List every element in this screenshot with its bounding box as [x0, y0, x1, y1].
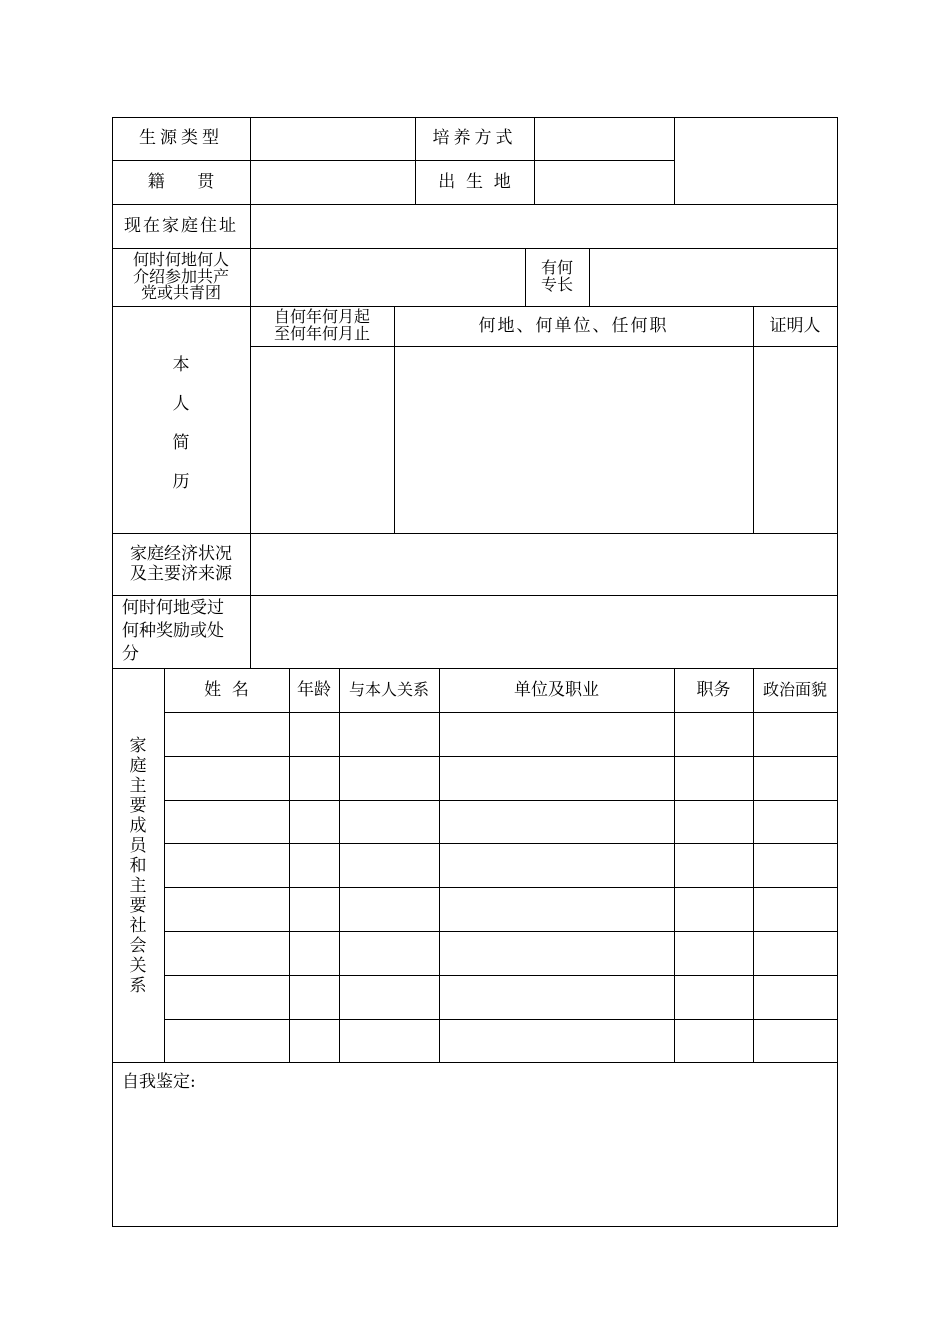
training-mode-field[interactable] — [535, 118, 674, 160]
family-relation-cell[interactable] — [340, 713, 439, 756]
family-relation-cell[interactable] — [340, 757, 439, 800]
family-section-char: 主 — [129, 775, 147, 796]
party-join-label: 何时何地何人 介绍参加共产 党或共青团 — [132, 249, 229, 303]
family-age-cell[interactable] — [290, 932, 339, 975]
resume-period-header: 自何年何月起 至何年何月止 — [273, 307, 370, 343]
resume-witness-field[interactable] — [754, 347, 837, 533]
family-name-cell[interactable] — [165, 757, 289, 800]
birthplace-label: 出 生 地 — [438, 171, 511, 192]
resume-section-char: 本 — [172, 355, 190, 375]
native-place-label: 籍 贯 — [147, 171, 215, 192]
family-relation-cell[interactable] — [340, 1020, 439, 1062]
resume-section-char: 历 — [172, 472, 190, 492]
family-name-cell[interactable] — [165, 932, 289, 975]
source-type-field[interactable] — [251, 118, 415, 160]
photo-area[interactable] — [675, 118, 837, 204]
family-political-cell[interactable] — [754, 888, 837, 931]
resume-position-field[interactable] — [395, 347, 753, 533]
family-name-cell[interactable] — [165, 713, 289, 756]
family-name-header: 姓 名 — [204, 679, 249, 700]
family-relation-cell[interactable] — [340, 932, 439, 975]
home-address-field[interactable] — [251, 205, 837, 248]
family-title-cell[interactable] — [675, 757, 753, 800]
family-title-cell[interactable] — [675, 976, 753, 1019]
family-political-cell[interactable] — [754, 1020, 837, 1062]
family-political-cell[interactable] — [754, 976, 837, 1019]
family-section-char: 和 — [129, 855, 147, 876]
resume-position-header: 何地、何单位、任何职 — [478, 315, 669, 336]
source-type-label: 生源类型 — [139, 128, 223, 149]
family-title-cell[interactable] — [675, 713, 753, 756]
family-section-char: 要 — [129, 895, 147, 916]
family-employer-cell[interactable] — [440, 757, 674, 800]
resume-section-char: 人 — [172, 394, 190, 414]
family-section-char: 关 — [129, 955, 147, 976]
family-employer-cell[interactable] — [440, 801, 674, 843]
family-political-cell[interactable] — [754, 713, 837, 756]
family-economy-field[interactable] — [251, 534, 837, 595]
family-political-cell[interactable] — [754, 844, 837, 887]
family-section-char: 庭 — [129, 755, 147, 776]
family-employer-cell[interactable] — [440, 976, 674, 1019]
family-age-cell[interactable] — [290, 1020, 339, 1062]
resume-period-field[interactable] — [251, 347, 394, 533]
family-age-cell[interactable] — [290, 976, 339, 1019]
family-relation-header: 与本人关系 — [348, 680, 429, 700]
family-age-cell[interactable] — [290, 844, 339, 887]
native-place-field[interactable] — [251, 161, 415, 204]
family-employer-cell[interactable] — [440, 713, 674, 756]
self-assessment-label: 自我鉴定: — [122, 1071, 196, 1092]
family-section-char: 主 — [129, 875, 147, 896]
family-section-label — [112, 669, 164, 1062]
family-section-char: 要 — [129, 795, 147, 816]
row-divider — [112, 1062, 838, 1063]
rewards-label: 何时何地受过 何种奖励或处 分 — [122, 598, 224, 664]
family-age-cell[interactable] — [290, 757, 339, 800]
training-mode-label: 培养方式 — [432, 128, 517, 149]
family-age-cell[interactable] — [290, 888, 339, 931]
family-name-cell[interactable] — [165, 1020, 289, 1062]
self-assessment-field[interactable] — [113, 1098, 837, 1226]
family-section-char: 系 — [129, 975, 147, 996]
family-section-char: 会 — [129, 935, 147, 956]
family-section-char: 社 — [129, 915, 147, 936]
home-address-label: 现在家庭住址 — [124, 215, 238, 236]
family-age-header: 年龄 — [297, 679, 331, 700]
family-employer-cell[interactable] — [440, 888, 674, 931]
family-employer-header: 单位及职业 — [514, 679, 599, 700]
family-section-char: 家 — [129, 735, 147, 756]
family-relation-cell[interactable] — [340, 888, 439, 931]
family-age-cell[interactable] — [290, 713, 339, 756]
family-political-header: 政治面貌 — [762, 680, 827, 700]
family-title-cell[interactable] — [675, 844, 753, 887]
party-join-field[interactable] — [251, 249, 525, 306]
family-relation-cell[interactable] — [340, 801, 439, 843]
family-title-cell[interactable] — [675, 932, 753, 975]
family-title-cell[interactable] — [675, 801, 753, 843]
family-political-cell[interactable] — [754, 757, 837, 800]
resume-section-char: 简 — [172, 433, 190, 453]
family-employer-cell[interactable] — [440, 932, 674, 975]
specialty-label: 有何 专长 — [540, 258, 573, 294]
table-border-right — [837, 117, 838, 1227]
family-age-cell[interactable] — [290, 801, 339, 843]
resume-section-label — [112, 346, 250, 496]
family-name-cell[interactable] — [165, 888, 289, 931]
family-section-char: 员 — [129, 835, 147, 856]
table-border-bottom — [112, 1226, 838, 1227]
rewards-field[interactable] — [251, 596, 837, 668]
family-title-cell[interactable] — [675, 888, 753, 931]
specialty-field[interactable] — [590, 249, 837, 306]
family-section-char: 成 — [129, 815, 147, 836]
family-relation-cell[interactable] — [340, 976, 439, 1019]
resume-witness-header: 证明人 — [769, 315, 821, 336]
family-employer-cell[interactable] — [440, 1020, 674, 1062]
family-political-cell[interactable] — [754, 932, 837, 975]
family-name-cell[interactable] — [165, 801, 289, 843]
family-relation-cell[interactable] — [340, 844, 439, 887]
family-title-header: 职务 — [696, 679, 731, 700]
family-name-cell[interactable] — [165, 976, 289, 1019]
family-employer-cell[interactable] — [440, 844, 674, 887]
family-political-cell[interactable] — [754, 801, 837, 843]
family-economy-label: 家庭经济状况 及主要济来源 — [130, 543, 232, 584]
birthplace-field[interactable] — [535, 161, 674, 204]
family-title-cell[interactable] — [675, 1020, 753, 1062]
family-name-cell[interactable] — [165, 844, 289, 887]
